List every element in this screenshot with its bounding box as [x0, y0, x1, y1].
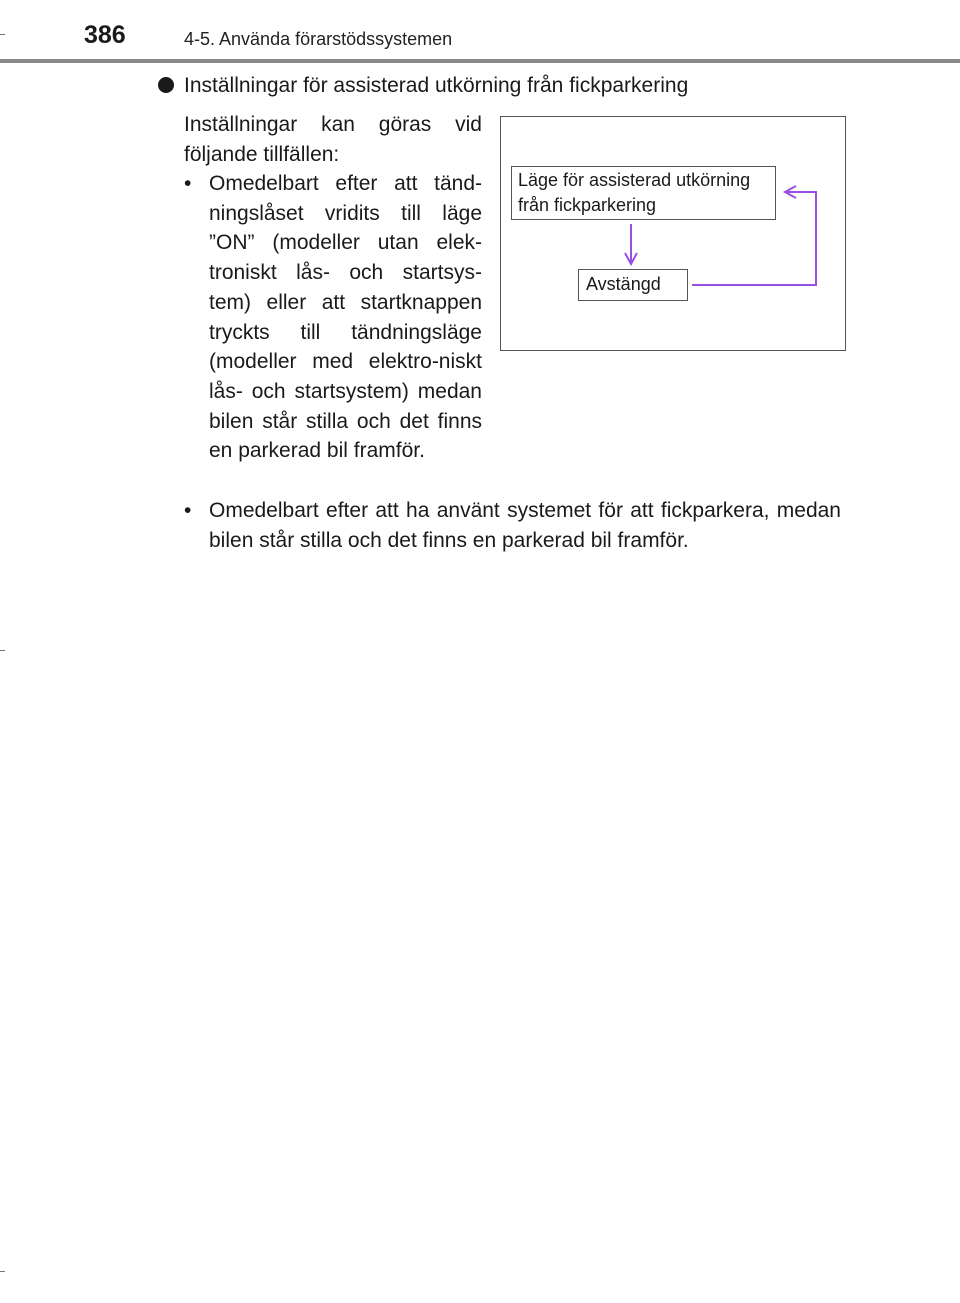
chapter-title: 4-5. Använda förarstödssystemen	[184, 29, 453, 49]
crop-mark	[0, 650, 5, 651]
mode-state-box: Läge för assisterad utkörning från fickparkering	[511, 166, 776, 220]
list-item-text: Omedelbart efter att tänd-ningslåset vridits till läge ”ON” (modeller utan elek-troniskt lås- och startsys-tem) eller att startknappen tryckts till tändningsläge (modeller med elektro-niskt lås- och startsystem) medan bilen står stilla och det finns en parkerad bil framför.	[209, 172, 482, 463]
page-number: 386	[84, 21, 126, 49]
list-item-text: Omedelbart efter att ha använt systemet för att fickparkera, medan bilen står stilla och det finns en parkerad bil framför.	[209, 499, 841, 552]
off-state-box: Avstängd	[578, 269, 688, 301]
loop-arrow-line	[692, 192, 816, 285]
bullet-marker: •	[184, 499, 192, 522]
state-transition-arrows	[0, 0, 960, 400]
intro-paragraph: Inställningar kan göras vid följande tillfällen:	[184, 113, 482, 166]
bullet-marker: •	[184, 172, 192, 195]
crop-mark	[0, 1271, 5, 1272]
list-item	[184, 496, 841, 555]
section-heading-text: Inställningar för assisterad utkörning från fickparkering	[184, 74, 689, 97]
